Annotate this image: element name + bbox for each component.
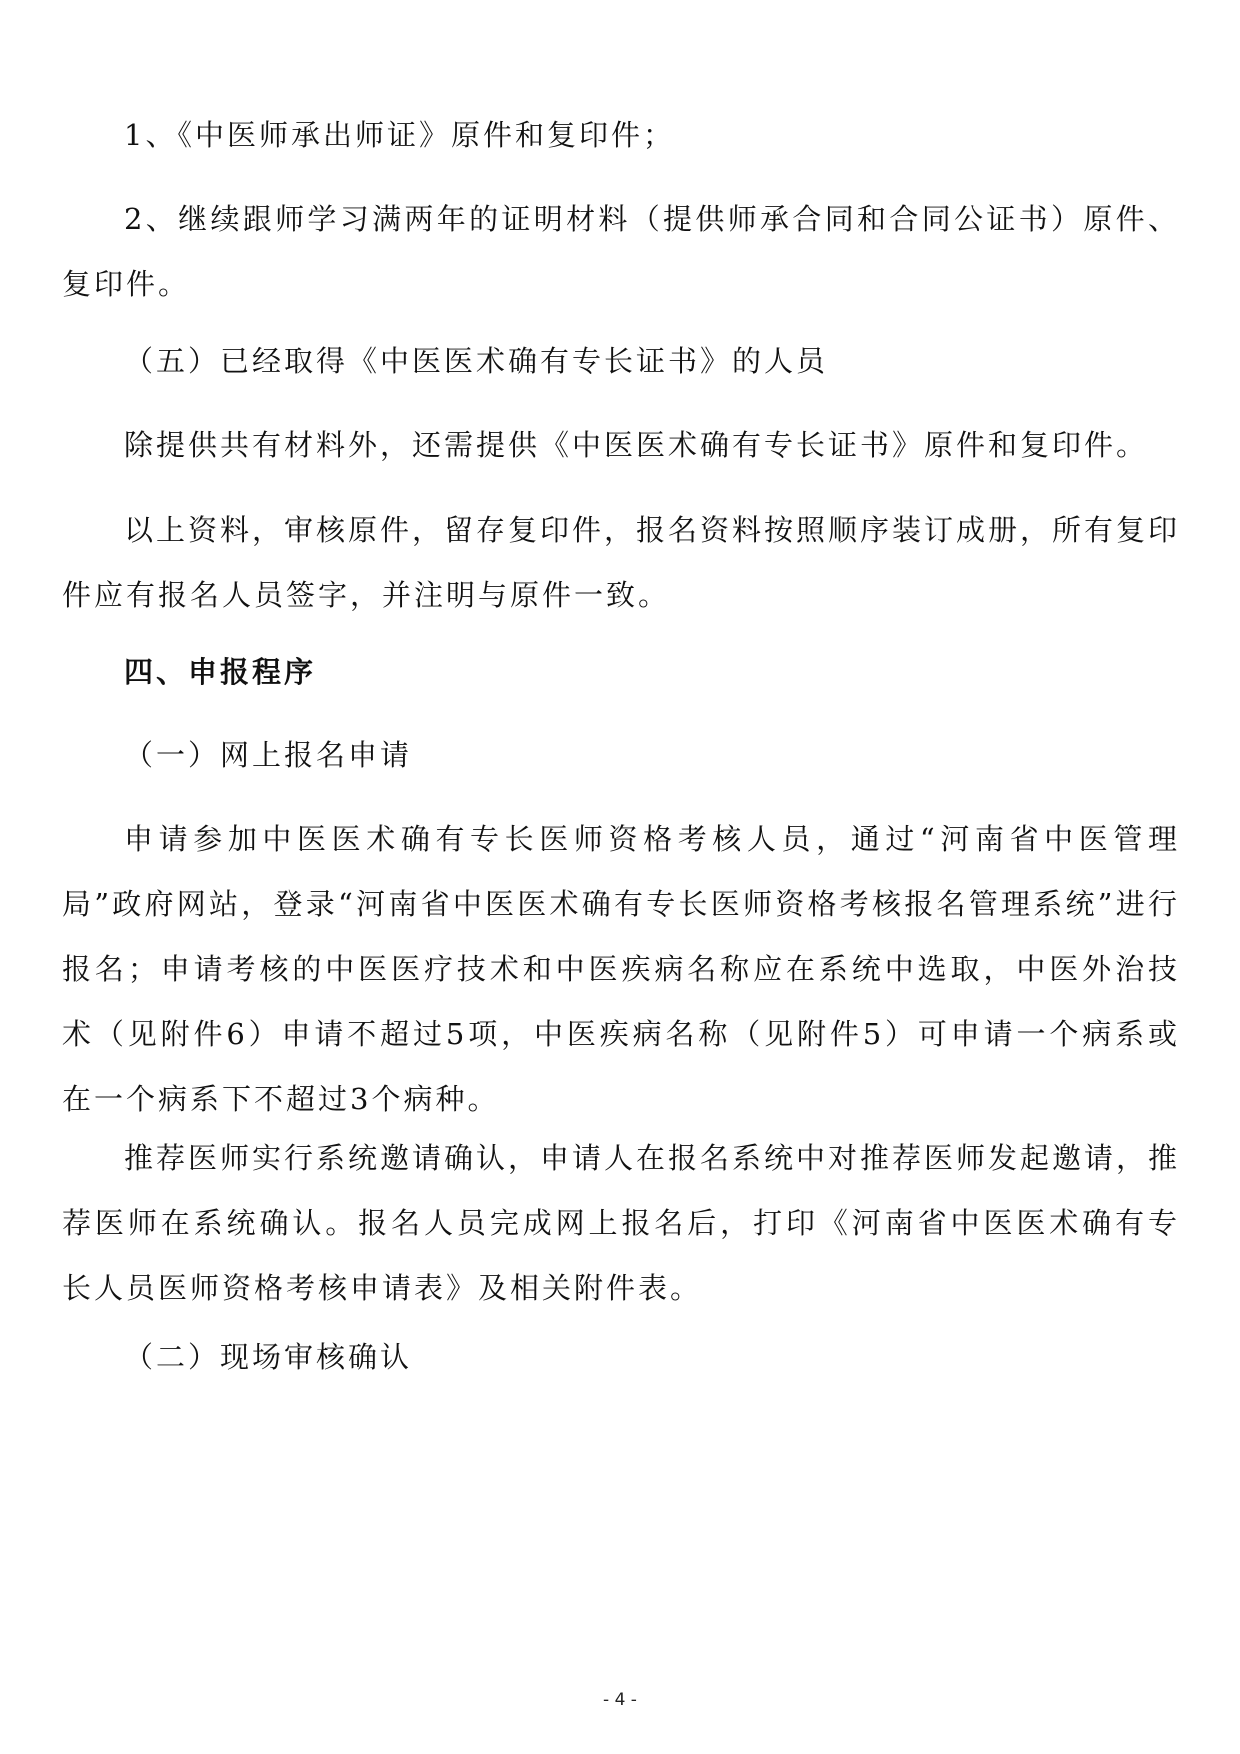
item-1: 1、《中医师承出师证》原件和复印件；	[124, 118, 675, 152]
page-number: - 4 -	[603, 1690, 637, 1710]
item-2: 2、继续跟师学习满两年的证明材料（提供师承合同和合同公证书）原件、复印件。	[62, 202, 1180, 301]
section-5-heading: （五）已经取得《中医医术确有专长证书》的人员	[124, 344, 829, 378]
materials-note: 以上资料，审核原件，留存复印件，报名资料按照顺序装订成册，所有复印件应有报名人员签字，并注明与原件一致。	[62, 513, 1181, 612]
chapter-4-heading: 四、申报程序	[124, 655, 317, 689]
step-2-heading: （二）现场审核确认	[124, 1340, 413, 1374]
step-1-text-2: 推荐医师实行系统邀请确认，申请人在报名系统中对推荐医师发起邀请，推荐医师在系统确认。报名人员完成网上报名后，打印《河南省中医医术确有专长人员医师资格考核申请表》及相关附件表。	[62, 1141, 1181, 1305]
section-5-text: 除提供共有材料外，还需提供《中医医术确有专长证书》原件和复印件。	[124, 428, 1149, 462]
step-1-text: 申请参加中医医术确有专长医师资格考核人员，通过“河南省中医管理局”政府网站，登录“河南省中医医术确有专长医师资格考核报名管理系统”进行报名；申请考核的中医医疗技术和中医疾病名称应在系统中选取，中医外治技术（见附件6）申请不超过5项，中医疾病名称（见附件5）可申请一个病系或在一个病系下不超过3个病种。	[62, 822, 1180, 1116]
step-1-heading: （一）网上报名申请	[124, 738, 413, 772]
